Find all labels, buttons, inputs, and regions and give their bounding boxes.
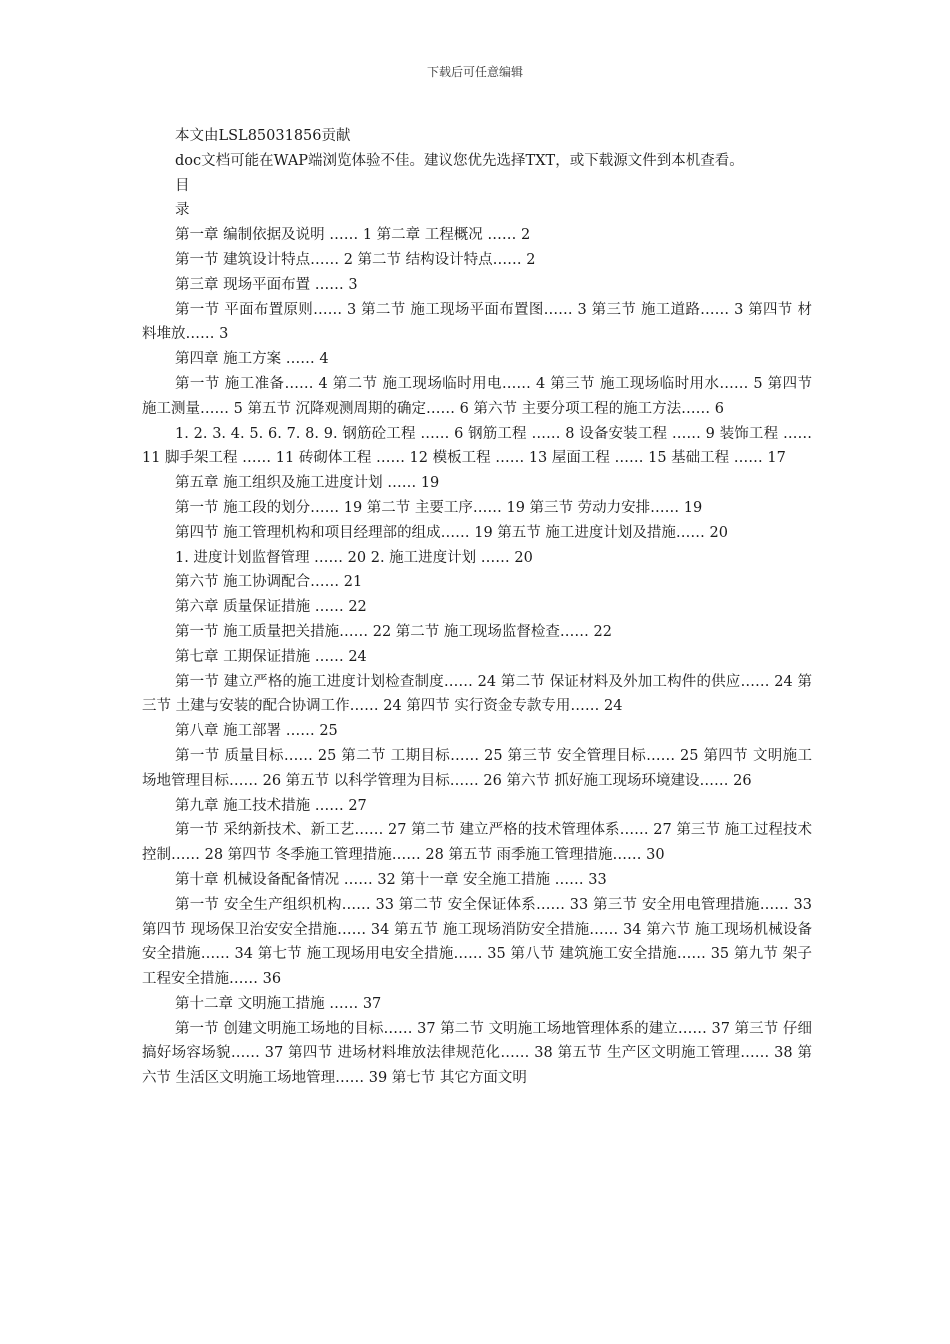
toc-entry: 第一节 平面布置原则…… 3 第二节 施工现场平面布置图…… 3 第三节 施工道路…… 3 第四节 材料堆放…… 3 (142, 301, 812, 343)
toc-title-1: 目 (175, 177, 190, 194)
toc-entry: 第八章 施工部署 …… 25 (175, 723, 338, 740)
toc-entry: 第一节 采纳新技术、新工艺…… 27 第二节 建立严格的技术管理体系…… 27 第三节 施工过程技术控制…… 28 第四节 冬季施工管理措施…… 28 第五节 雨季施工管理措施…… 30 (142, 822, 812, 864)
toc-entry: 第一节 创建文明施工场地的目标…… 37 第二节 文明施工场地管理体系的建立…… 37 第三节 仔细搞好场容场貌…… 37 第四节 进场材料堆放法律规范化…… 38 第五节 生产区文明施工管理…… 38 第六节 生活区文明施工场地管理…… 39 第七节 其它方面文明 (142, 1020, 812, 1087)
toc-entry: 第一节 质量目标…… 25 第二节 工期目标…… 25 第三节 安全管理目标…… 25 第四节 文明施工场地管理目标…… 26 第五节 以科学管理为目标…… 26 第六节 抓好施工现场环境建设…… 26 (142, 747, 812, 789)
toc-entry: 第七章 工期保证措施 …… 24 (175, 648, 367, 665)
notice-line: doc文档可能在WAP端浏览体验不佳。建议您优先选择TXT，或下载源文件到本机查看。 (175, 152, 744, 169)
contributor-line: 本文由LSL85031856贡献 (175, 128, 351, 144)
toc-entry: 第六节 施工协调配合…… 21 (175, 574, 363, 591)
document-body (142, 124, 812, 1091)
toc-entry: 第九章 施工技术措施 …… 27 (175, 797, 367, 814)
toc-entry: 第一节 施工段的划分…… 19 第二节 主要工序…… 19 第三节 劳动力安排…… 19 (175, 499, 703, 516)
toc-entry: 1. 2. 3. 4. 5. 6. 7. 8. 9. 钢筋砼工程 …… 6 钢筋工程 …… 8 设备安装工程 …… 9 装饰工程 …… 11 脚手架工程 …… 11 砖砌体工程 …… 12 模板工程 …… 13 屋面工程 …… 15 基础工程 …… 17 (142, 425, 812, 467)
toc-entry: 第三章 现场平面布置 …… 3 (175, 276, 358, 293)
page-header: 下载后可任意编辑 (426, 65, 523, 79)
toc-entry: 第一节 建筑设计特点…… 2 第二节 结构设计特点…… 2 (175, 251, 536, 268)
toc-entry: 第六章 质量保证措施 …… 22 (175, 599, 367, 616)
toc-entry: 第一节 施工质量把关措施…… 22 第二节 施工现场监督检查…… 22 (175, 623, 612, 640)
toc-entry: 第一节 施工准备…… 4 第二节 施工现场临时用电…… 4 第三节 施工现场临时用水…… 5 第四节 施工测量…… 5 第五节 沉降观测周期的确定…… 6 第六节 主要分项工程的施工方法…… 6 (142, 375, 812, 417)
toc-entry: 第十章 机械设备配备情况 …… 32 第十一章 安全施工措施 …… 33 (175, 871, 607, 888)
toc-entry: 第一节 建立严格的施工进度计划检查制度…… 24 第二节 保证材料及外加工构件的供应…… 24 第三节 土建与安装的配合协调工作…… 24 第四节 实行资金专款专用…… 24 (142, 673, 812, 715)
toc-title-2: 录 (175, 202, 190, 219)
toc-entry: 1. 进度计划监督管理 …… 20 2. 施工进度计划 …… 20 (175, 549, 533, 566)
toc-entry: 第一章 编制依据及说明 …… 1 第二章 工程概况 …… 2 (175, 227, 531, 244)
toc-entry: 第一节 安全生产组织机构…… 33 第二节 安全保证体系…… 33 第三节 安全用电管理措施…… 33 第四节 现场保卫治安安全措施…… 34 第五节 施工现场消防安全措施…… 34 第六节 施工现场机械设备安全措施…… 34 第七节 施工现场用电安全措施…… 35 第八节 建筑施工安全措施…… 35 第九节 架子工程安全措施…… 36 (142, 896, 812, 988)
toc-entry: 第十二章 文明施工措施 …… 37 (175, 995, 382, 1012)
toc-entry: 第五章 施工组织及施工进度计划 …… 19 (175, 475, 440, 492)
toc-entry: 第四章 施工方案 …… 4 (175, 351, 329, 368)
toc-entry: 第四节 施工管理机构和项目经理部的组成…… 19 第五节 施工进度计划及措施…… 20 (175, 524, 728, 541)
